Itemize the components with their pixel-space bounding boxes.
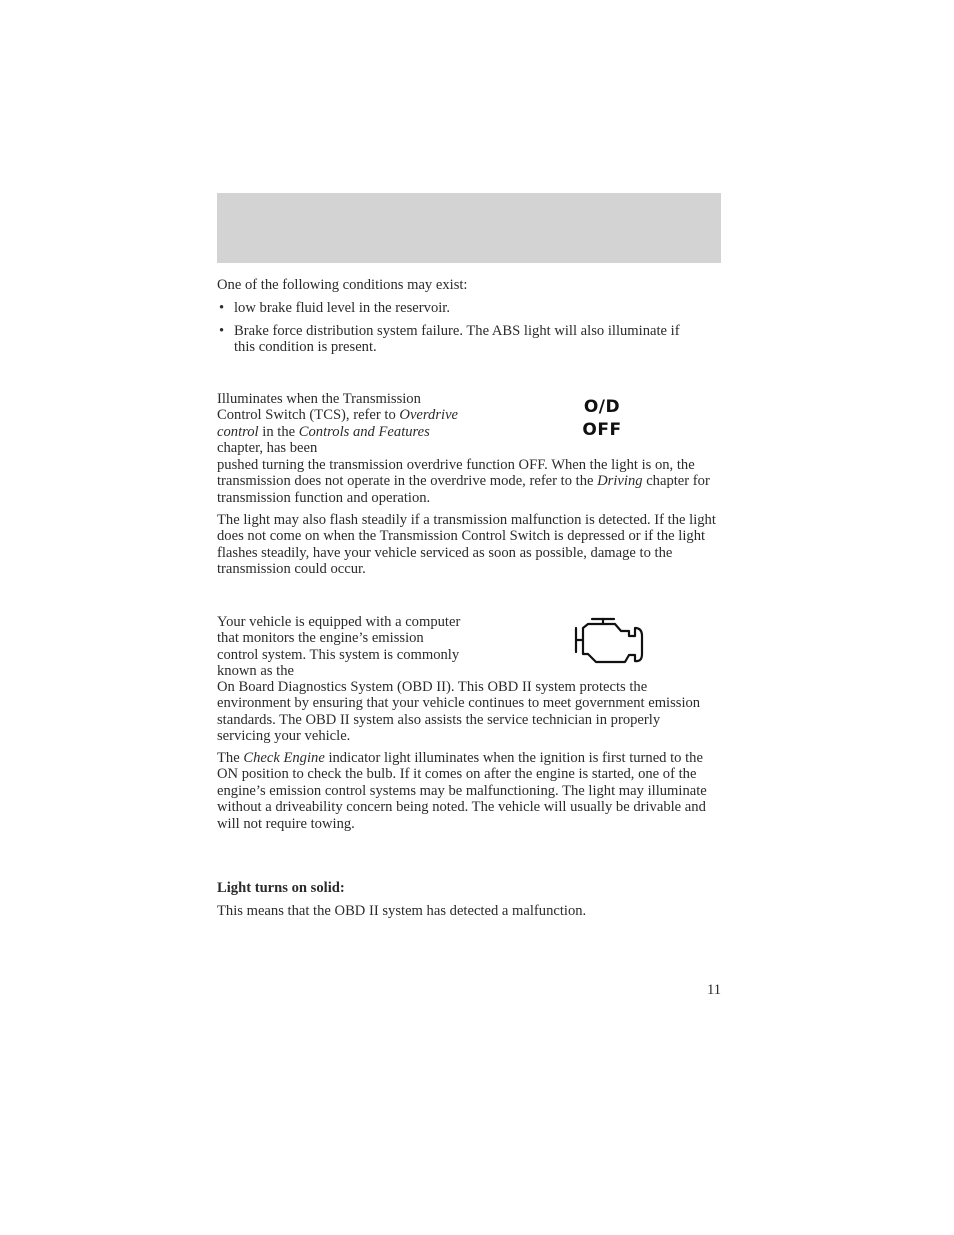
solid-light-heading: Light turns on solid: — [217, 880, 345, 896]
italic-run: Controls and Features — [298, 423, 430, 440]
list-item-text: low brake fluid level in the reservoir. — [234, 300, 450, 316]
text-run: in the — [258, 423, 299, 440]
solid-light-text: This means that the OBD II system has detected a malfunction. — [217, 903, 587, 919]
conditions-intro: One of the following conditions may exist: — [217, 277, 468, 293]
check-engine-paragraph-2: On Board Diagnostics System (OBD II). This OBD II system protects the environment by ensuring that your vehicle continues to meet government emission standards. The OBD II system also assists the service technician in properly servicing your vehicle. — [217, 679, 701, 745]
text-run: The — [217, 750, 244, 766]
header-band — [217, 193, 721, 263]
text-run: pushed turning the transmission overdrive function OFF. When the light is on, the transmission does not operate in the overdrive mode, refer to the — [217, 457, 695, 490]
overdrive-paragraph-2 — [217, 457, 717, 506]
overdrive-icon-line1: O/D — [583, 397, 621, 417]
list-item — [217, 323, 697, 356]
page-number: 11 — [706, 982, 721, 998]
text-run: Illuminates when the Transmission Control Switch (TCS), refer to — [217, 391, 421, 424]
overdrive-paragraph-1 — [217, 391, 467, 457]
bullet-symbol: • — [219, 323, 225, 339]
overdrive-paragraph-3: The light may also flash steadily if a transmission malfunction is detected. If the light does not come on when the Transmission Control Switch is depressed or if the light flashes steadily, have your vehicle serviced as soon as possible, damage to the transmission could occur. — [217, 512, 716, 578]
overdrive-icon-line2: OFF — [582, 420, 622, 440]
list-item-text: Brake force distribution system failure. The ABS light will also illuminate if this condition is present. — [234, 323, 680, 356]
text-run: indicator light illuminates when the ignition is first turned to the ON position to check the bulb. If it comes on after the engine is started, one of the engine’s emission control systems may be malfunctioning. The light may illuminate without a driveability concern being noted. The vehicle will usually be drivable and will not require towing. — [217, 750, 707, 832]
overdrive-off-icon — [574, 396, 630, 442]
list-item — [217, 300, 697, 316]
italic-run: Check Engine — [243, 750, 325, 766]
text-run: chapter, has been — [217, 440, 318, 457]
italic-run: Driving — [597, 473, 643, 490]
check-engine-paragraph-1: Your vehicle is equipped with a computer that monitors the engine’s emission control system. This system is commonly known as the — [217, 614, 461, 680]
bullet-symbol: • — [219, 300, 225, 316]
check-engine-icon — [572, 616, 646, 666]
italic-run: Overdrive control — [217, 407, 459, 440]
text-run: chapter for transmission function and operation. — [217, 473, 710, 506]
check-engine-paragraph-3 — [217, 750, 717, 832]
